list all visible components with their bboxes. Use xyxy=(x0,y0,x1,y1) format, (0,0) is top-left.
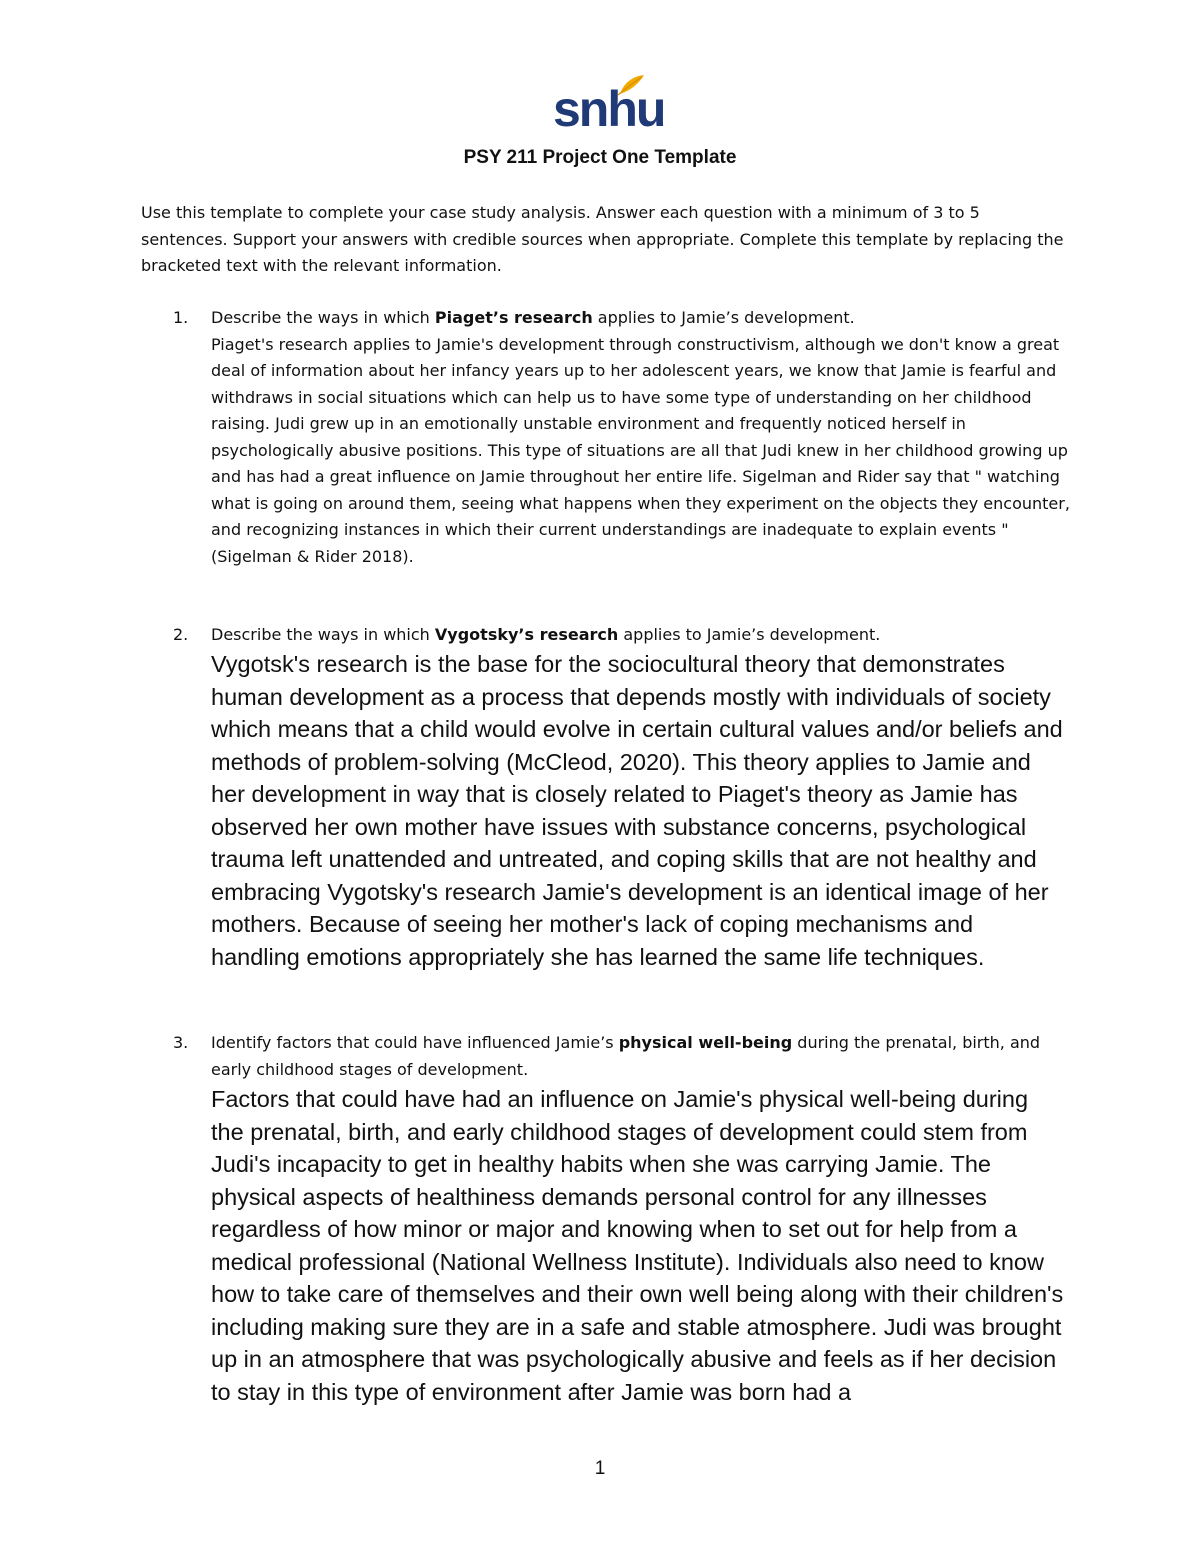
prompt-text: Describe the ways in which xyxy=(211,308,435,327)
answer-text: Piaget's research applies to Jamie's development through constructivism, although we don't know a great deal of information about her infancy years up to her adolescent years, we know that Jamie is fearful and withdraws in social situations which can help us to have some type of understanding on her childhood raising. Judi grew up in an emotionally unstable environment and frequently noticed herself in psychologically abusive positions. This type of situations are all that Judi knew in her childhood growing up and has had a great influence on Jamie throughout her entire life. Sigelman and Rider say that " watching what is going on around them, seeing what happens when they experiment on the objects they encounter, and recognizing instances in which their current understandings are inadequate to explain events " (Sigelman & Rider 2018). xyxy=(211,334,1070,566)
intro-paragraph: Use this template to complete your case study analysis. Answer each question with a minimum of 3 to 5 sentences. Support your answers with credible sources when appropriate. Complete this template by replacing the bracketed text with the relevant information. xyxy=(141,203,1064,275)
question-number: 1. xyxy=(173,308,189,327)
question-prompt xyxy=(211,305,1071,332)
question-number: 3. xyxy=(173,1033,189,1052)
prompt-bold-text: Piaget’s research xyxy=(434,308,593,327)
prompt-bold-text: physical well-being xyxy=(618,1033,793,1052)
prompt-text: applies to Jamie’s development. xyxy=(618,625,881,644)
document-title: PSY 211 Project One Template xyxy=(463,147,737,168)
question-prompt xyxy=(211,622,1071,649)
prompt-text: Identify factors that could have influenced Jamie’s xyxy=(211,1033,619,1052)
question-prompt xyxy=(211,1030,1071,1083)
logo-text: snhu xyxy=(553,81,665,137)
answer-text: Vygotsk's research is the base for the sociocultural theory that demonstrates human development as a process that depends mostly with individuals of society which means that a child would evolve in certain cultural values and/or beliefs and methods of problem-solving (McCleod, 2020). This theory applies to Jamie and her development in way that is closely related to Piaget's theory as Jamie has observed her own mother have issues with substance concerns, psychological trauma left unattended and untreated, and coping skills that are not healthy and embracing Vygotsky's research Jamie's development is an identical image of her mothers. Because of seeing her mother's lack of coping mechanisms and handling emotions appropriately she has learned the same life techniques. xyxy=(211,651,1063,970)
page-number: 1 xyxy=(594,1458,606,1479)
prompt-bold-text: Vygotsky’s research xyxy=(434,625,619,644)
answer-text: Factors that could have had an influence on Jamie's physical well-being during the prenatal, birth, and early childhood stages of development could stem from Judi's incapacity to get in healthy habits when she was carrying Jamie. The physical aspects of healthiness demands personal control for any illnesses regardless of how minor or major and knowing when to set out for help from a medical professional (National Wellness Institute). Individuals also need to know how to take care of themselves and their own well being along with their children's including making sure they are in a safe and stable atmosphere. Judi was brought up in an atmosphere that was psychologically abusive and feels as if her decision to stay in this type of environment after Jamie was born had a xyxy=(211,1086,1064,1405)
prompt-text: applies to Jamie’s development. xyxy=(592,308,855,327)
question-number: 2. xyxy=(173,625,189,644)
snhu-logo xyxy=(553,72,665,137)
prompt-text: Describe the ways in which xyxy=(211,625,435,644)
prompt-text: during the prenatal, birth, and early childhood stages of development. xyxy=(211,1033,1041,1079)
